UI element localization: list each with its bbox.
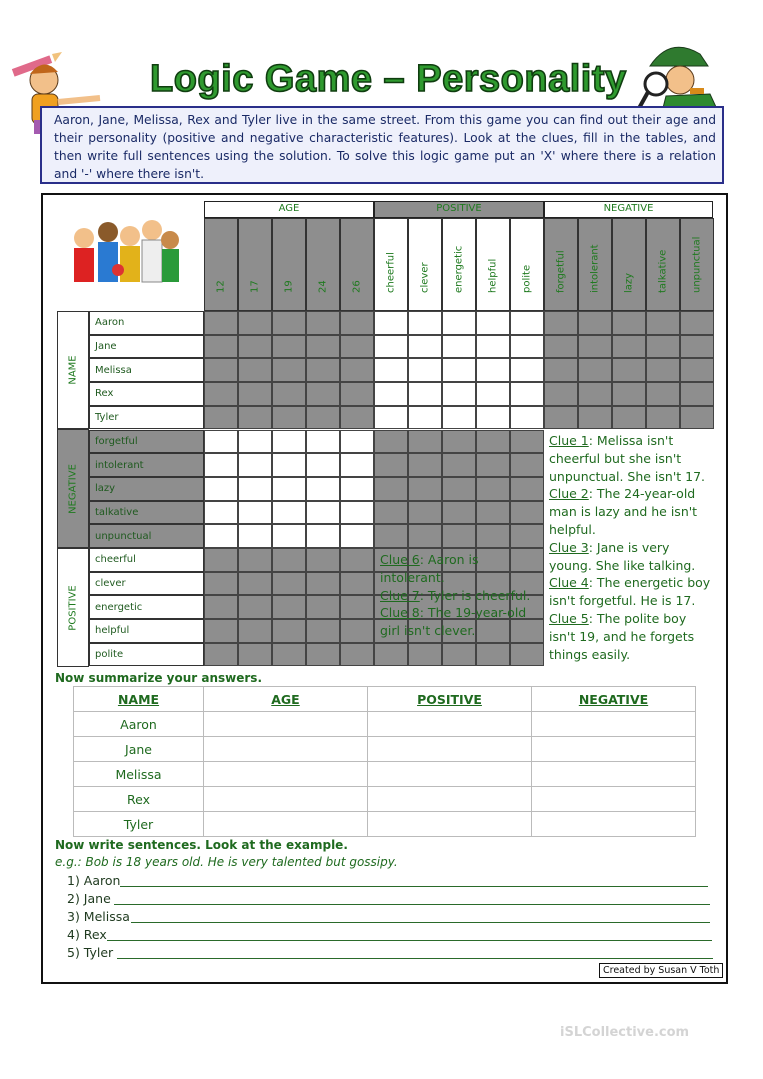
grid-cell[interactable] xyxy=(578,382,612,406)
column-header-label: lazy xyxy=(623,272,635,293)
summary-name-cell: Tyler xyxy=(74,812,204,837)
column-header-label: 12 xyxy=(215,280,227,293)
summary-name-cell: Rex xyxy=(74,787,204,812)
row-label: energetic xyxy=(89,595,204,619)
grid-cell[interactable] xyxy=(272,643,306,667)
column-header-label: polite xyxy=(521,264,533,293)
grid-cell[interactable] xyxy=(442,524,476,548)
summary-negative-cell[interactable] xyxy=(532,812,696,837)
grid-cell[interactable] xyxy=(306,358,340,382)
sentence-line-melissa[interactable] xyxy=(131,922,710,923)
grid-cell[interactable] xyxy=(408,453,442,477)
grid-cell[interactable] xyxy=(238,406,272,430)
grid-cell[interactable] xyxy=(340,382,374,406)
page-title: Logic Game – Personality xyxy=(150,58,627,100)
grid-cell[interactable] xyxy=(374,524,408,548)
example-sentence: e.g.: Bob is 18 years old. He is very talented but gossipy. xyxy=(55,855,398,869)
grid-cell[interactable] xyxy=(510,358,544,382)
grid-cell[interactable] xyxy=(680,358,714,382)
grid-cell[interactable] xyxy=(544,358,578,382)
grid-cell[interactable] xyxy=(272,477,306,501)
grid-cell[interactable] xyxy=(646,406,680,430)
row-label: talkative xyxy=(89,501,204,525)
grid-cell[interactable] xyxy=(680,335,714,359)
grid-cell[interactable] xyxy=(238,548,272,572)
grid-cell[interactable] xyxy=(442,358,476,382)
column-header-label: 26 xyxy=(351,280,363,293)
column-header xyxy=(612,218,646,311)
clue-7: Clue 7: Tyler is cheerful. xyxy=(380,587,531,603)
summary-negative-cell[interactable] xyxy=(532,712,696,737)
grid-cell[interactable] xyxy=(238,619,272,643)
grid-cell[interactable] xyxy=(476,643,510,667)
grid-cell[interactable] xyxy=(306,595,340,619)
grid-cell[interactable] xyxy=(340,524,374,548)
grid-cell[interactable] xyxy=(340,595,374,619)
grid-cell[interactable] xyxy=(476,406,510,430)
grid-cell[interactable] xyxy=(306,643,340,667)
grid-cell[interactable] xyxy=(238,501,272,525)
grid-cell[interactable] xyxy=(238,477,272,501)
summary-positive-cell[interactable] xyxy=(368,812,532,837)
grid-cell[interactable] xyxy=(306,430,340,454)
grid-cell[interactable] xyxy=(374,501,408,525)
grid-cell[interactable] xyxy=(204,572,238,596)
grid-cell[interactable] xyxy=(238,382,272,406)
grid-cell[interactable] xyxy=(238,335,272,359)
grid-cell[interactable] xyxy=(476,453,510,477)
grid-cell[interactable] xyxy=(272,595,306,619)
summary-age-cell[interactable] xyxy=(204,737,368,762)
column-header-label: 17 xyxy=(249,280,261,293)
grid-cell[interactable] xyxy=(204,406,238,430)
grid-cell[interactable] xyxy=(204,501,238,525)
column-header-label: talkative xyxy=(657,249,669,293)
grid-cell[interactable] xyxy=(442,501,476,525)
grid-cell[interactable] xyxy=(578,311,612,335)
grid-cell[interactable] xyxy=(374,311,408,335)
clue-4: Clue 4: The energetic boy isn't forgetful. He is 17. xyxy=(549,575,711,609)
row-label: helpful xyxy=(89,619,204,643)
grid-cell[interactable] xyxy=(612,382,646,406)
summary-heading: Now summarize your answers. xyxy=(55,671,263,685)
grid-cell[interactable] xyxy=(612,335,646,359)
summary-age-cell[interactable] xyxy=(204,762,368,787)
summary-table xyxy=(73,686,696,837)
side-label-negative-text: NEGATIVE xyxy=(67,463,79,514)
grid-cell[interactable] xyxy=(272,548,306,572)
grid-cell[interactable] xyxy=(646,335,680,359)
sentence-line-rex[interactable] xyxy=(107,940,712,941)
grid-cell[interactable] xyxy=(272,524,306,548)
grid-cell[interactable] xyxy=(204,335,238,359)
grid-cell[interactable] xyxy=(612,311,646,335)
grid-cell[interactable] xyxy=(340,643,374,667)
grid-cell[interactable] xyxy=(646,311,680,335)
grid-cell[interactable] xyxy=(646,382,680,406)
grid-cell[interactable] xyxy=(272,335,306,359)
clues-right xyxy=(549,432,714,663)
clue-3: Clue 3: Jane is very young. She like talking. xyxy=(549,539,696,573)
summary-age-cell[interactable] xyxy=(204,712,368,737)
grid-cell[interactable] xyxy=(272,358,306,382)
grid-cell[interactable] xyxy=(204,430,238,454)
column-header-label: unpunctual xyxy=(691,236,703,293)
watermark: iSLCollective.com xyxy=(560,1025,690,1040)
credit-box: Created by Susan V Toth xyxy=(599,963,723,978)
grid-cell[interactable] xyxy=(510,643,544,667)
column-header-label: energetic xyxy=(453,245,465,293)
grid-cell[interactable] xyxy=(476,335,510,359)
grid-cell[interactable] xyxy=(408,335,442,359)
side-label-name xyxy=(57,311,89,429)
sentence-line-jane[interactable] xyxy=(114,904,710,905)
grid-cell[interactable] xyxy=(510,406,544,430)
row-label: intolerant xyxy=(89,453,204,477)
grid-cell[interactable] xyxy=(272,619,306,643)
column-header-label: cheerful xyxy=(385,252,397,293)
side-label-name-text: NAME xyxy=(67,355,79,385)
grid-cell[interactable] xyxy=(680,311,714,335)
grid-cell[interactable] xyxy=(238,643,272,667)
grid-cell[interactable] xyxy=(238,595,272,619)
row-label: Melissa xyxy=(89,358,204,382)
grid-cell[interactable] xyxy=(272,501,306,525)
grid-cell[interactable] xyxy=(510,524,544,548)
column-header-label: intolerant xyxy=(589,244,601,293)
grid-cell[interactable] xyxy=(374,643,408,667)
column-header-label: clever xyxy=(419,262,431,293)
side-label-negative xyxy=(57,429,89,548)
grid-cell[interactable] xyxy=(204,358,238,382)
column-header xyxy=(408,218,442,311)
grid-cell[interactable] xyxy=(306,311,340,335)
grid-cell[interactable] xyxy=(612,358,646,382)
grid-cell[interactable] xyxy=(408,501,442,525)
summary-positive-cell[interactable] xyxy=(368,787,532,812)
column-header xyxy=(646,218,680,311)
summary-negative-cell[interactable] xyxy=(532,737,696,762)
grid-cell[interactable] xyxy=(340,501,374,525)
grid-cell[interactable] xyxy=(544,382,578,406)
column-header-label: 24 xyxy=(317,280,329,293)
sentence-line-aaron[interactable] xyxy=(120,886,708,887)
grid-cell[interactable] xyxy=(408,643,442,667)
grid-cell[interactable] xyxy=(408,382,442,406)
grid-cell[interactable] xyxy=(204,382,238,406)
grid-cell[interactable] xyxy=(612,406,646,430)
column-header xyxy=(238,218,272,311)
summary-negative-cell[interactable] xyxy=(532,787,696,812)
column-header xyxy=(476,218,510,311)
row-label: unpunctual xyxy=(89,524,204,548)
column-header xyxy=(510,218,544,311)
grid-cell[interactable] xyxy=(510,477,544,501)
grid-cell[interactable] xyxy=(544,311,578,335)
grid-cell[interactable] xyxy=(476,358,510,382)
grid-cell[interactable] xyxy=(442,335,476,359)
summary-header-age: AGE xyxy=(204,687,368,712)
sentence-line-tyler[interactable] xyxy=(117,958,713,959)
grid-cell[interactable] xyxy=(510,382,544,406)
column-header xyxy=(204,218,238,311)
grid-cell[interactable] xyxy=(476,311,510,335)
grid-cell[interactable] xyxy=(238,453,272,477)
clue-5: Clue 5: The polite boy isn't 19, and he forgets things easily. xyxy=(549,610,695,662)
grid-cell[interactable] xyxy=(510,430,544,454)
grid-cell[interactable] xyxy=(272,430,306,454)
grid-cell[interactable] xyxy=(476,477,510,501)
side-label-positive-text: POSITIVE xyxy=(67,584,79,631)
grid-cell[interactable] xyxy=(306,619,340,643)
grid-cell[interactable] xyxy=(680,382,714,406)
grid-cell[interactable] xyxy=(408,358,442,382)
clue-1: Clue 1: Melissa isn't cheerful but she isn't unpunctual. She isn't 17. xyxy=(549,433,706,484)
grid-cell[interactable] xyxy=(646,358,680,382)
group-header-negative: NEGATIVE xyxy=(544,201,713,218)
grid-cell[interactable] xyxy=(238,572,272,596)
row-label: Jane xyxy=(89,335,204,359)
grid-cell[interactable] xyxy=(238,524,272,548)
grid-cell[interactable] xyxy=(340,619,374,643)
sentences-heading: Now write sentences. Look at the example. xyxy=(55,838,348,852)
grid-cell[interactable] xyxy=(510,335,544,359)
grid-cell[interactable] xyxy=(340,311,374,335)
grid-cell[interactable] xyxy=(204,311,238,335)
grid-cell[interactable] xyxy=(408,430,442,454)
grid-cell[interactable] xyxy=(306,335,340,359)
grid-cell[interactable] xyxy=(306,548,340,572)
row-label: polite xyxy=(89,643,204,667)
row-label: lazy xyxy=(89,477,204,501)
grid-cell[interactable] xyxy=(272,453,306,477)
grid-cell[interactable] xyxy=(442,453,476,477)
grid-cell[interactable] xyxy=(374,358,408,382)
column-header xyxy=(578,218,612,311)
grid-cell[interactable] xyxy=(204,619,238,643)
sentence-label-jane: 2) Jane xyxy=(67,891,111,906)
column-header xyxy=(680,218,714,311)
grid-cell[interactable] xyxy=(272,572,306,596)
column-header-label: 19 xyxy=(283,280,295,293)
grid-cell[interactable] xyxy=(578,406,612,430)
grid-cell[interactable] xyxy=(374,406,408,430)
grid-cell[interactable] xyxy=(238,358,272,382)
grid-cell[interactable] xyxy=(374,430,408,454)
summary-header-negative: NEGATIVE xyxy=(532,687,696,712)
grid-cell[interactable] xyxy=(272,406,306,430)
grid-cell[interactable] xyxy=(204,453,238,477)
grid-cell[interactable] xyxy=(442,311,476,335)
grid-cell[interactable] xyxy=(340,477,374,501)
grid-cell[interactable] xyxy=(408,524,442,548)
summary-positive-cell[interactable] xyxy=(368,737,532,762)
grid-cell[interactable] xyxy=(374,453,408,477)
column-header xyxy=(340,218,374,311)
grid-cell[interactable] xyxy=(340,572,374,596)
sentence-label-melissa: 3) Melissa xyxy=(67,909,130,924)
side-label-positive xyxy=(57,548,89,667)
grid-cell[interactable] xyxy=(510,453,544,477)
row-label: Tyler xyxy=(89,406,204,430)
grid-cell[interactable] xyxy=(204,477,238,501)
grid-cell[interactable] xyxy=(204,643,238,667)
grid-cell[interactable] xyxy=(306,572,340,596)
summary-name-cell: Aaron xyxy=(74,712,204,737)
column-header xyxy=(442,218,476,311)
grid-cell[interactable] xyxy=(680,406,714,430)
grid-cell[interactable] xyxy=(272,382,306,406)
grid-cell[interactable] xyxy=(238,311,272,335)
column-header-label: helpful xyxy=(487,258,499,293)
sentence-label-tyler: 5) Tyler xyxy=(67,945,114,960)
row-label: forgetful xyxy=(89,430,204,454)
grid-cell[interactable] xyxy=(306,406,340,430)
grid-cell[interactable] xyxy=(442,477,476,501)
summary-name-cell: Jane xyxy=(74,737,204,762)
grid-cell[interactable] xyxy=(408,311,442,335)
grid-cell[interactable] xyxy=(204,548,238,572)
row-label: Rex xyxy=(89,382,204,406)
grid-cell[interactable] xyxy=(306,524,340,548)
column-header xyxy=(544,218,578,311)
grid-cell[interactable] xyxy=(476,524,510,548)
grid-cell[interactable] xyxy=(340,358,374,382)
row-label: clever xyxy=(89,572,204,596)
grid-cell[interactable] xyxy=(510,311,544,335)
intro-paragraph: Aaron, Jane, Melissa, Rex and Tyler live in the same street. From this game you can find out their age and their personality (positive and negative characteristic features). Look at the clues, fill in the tables, and then write full sentences using the solution. To solve this logic game put an 'X' where there is a relation and '-' where there isn't. xyxy=(40,106,724,184)
grid-cell[interactable] xyxy=(578,335,612,359)
grid-cell[interactable] xyxy=(272,311,306,335)
row-label: Aaron xyxy=(89,311,204,335)
grid-cell[interactable] xyxy=(306,453,340,477)
grid-cell[interactable] xyxy=(442,406,476,430)
grid-cell[interactable] xyxy=(340,548,374,572)
grid-cell[interactable] xyxy=(476,382,510,406)
grid-cell[interactable] xyxy=(442,430,476,454)
sentence-label-aaron: 1) Aaron xyxy=(67,873,121,888)
grid-cell[interactable] xyxy=(340,453,374,477)
grid-cell[interactable] xyxy=(476,430,510,454)
column-header xyxy=(306,218,340,311)
grid-cell[interactable] xyxy=(204,524,238,548)
grid-cell[interactable] xyxy=(306,477,340,501)
grid-cell[interactable] xyxy=(340,430,374,454)
clue-2: Clue 2: The 24-year-old man is lazy and he isn't helpful. xyxy=(549,486,698,537)
summary-header-name: NAME xyxy=(74,687,204,712)
sentence-label-rex: 4) Rex xyxy=(67,927,107,942)
grid-cell[interactable] xyxy=(476,501,510,525)
grid-cell[interactable] xyxy=(510,501,544,525)
summary-positive-cell[interactable] xyxy=(368,712,532,737)
grid-cell[interactable] xyxy=(408,477,442,501)
column-header-label: forgetful xyxy=(555,250,567,293)
group-header-age: AGE xyxy=(204,201,374,218)
grid-cell[interactable] xyxy=(340,406,374,430)
summary-header-positive: POSITIVE xyxy=(368,687,532,712)
grid-cell[interactable] xyxy=(408,406,442,430)
grid-cell[interactable] xyxy=(442,643,476,667)
clues-middle xyxy=(380,551,540,640)
grid-cell[interactable] xyxy=(544,335,578,359)
summary-positive-cell[interactable] xyxy=(368,762,532,787)
group-header-positive: POSITIVE xyxy=(374,201,544,218)
summary-name-cell: Melissa xyxy=(74,762,204,787)
column-header xyxy=(272,218,306,311)
summary-age-cell[interactable] xyxy=(204,787,368,812)
grid-cell[interactable] xyxy=(442,382,476,406)
grid-cell[interactable] xyxy=(204,595,238,619)
group-of-children-illustration xyxy=(64,210,184,296)
row-label: cheerful xyxy=(89,548,204,572)
grid-cell[interactable] xyxy=(374,382,408,406)
clue-6: Clue 6: Aaron is intolerant. xyxy=(380,552,479,585)
column-header xyxy=(374,218,408,311)
grid-cell[interactable] xyxy=(340,335,374,359)
summary-negative-cell[interactable] xyxy=(532,762,696,787)
clue-8: Clue 8: The 19-year-old girl isn't clever. xyxy=(380,605,527,639)
grid-cell[interactable] xyxy=(578,358,612,382)
summary-age-cell[interactable] xyxy=(204,812,368,837)
grid-cell[interactable] xyxy=(374,477,408,501)
grid-cell[interactable] xyxy=(238,430,272,454)
grid-cell[interactable] xyxy=(306,382,340,406)
grid-cell[interactable] xyxy=(374,335,408,359)
grid-cell[interactable] xyxy=(306,501,340,525)
grid-cell[interactable] xyxy=(544,406,578,430)
